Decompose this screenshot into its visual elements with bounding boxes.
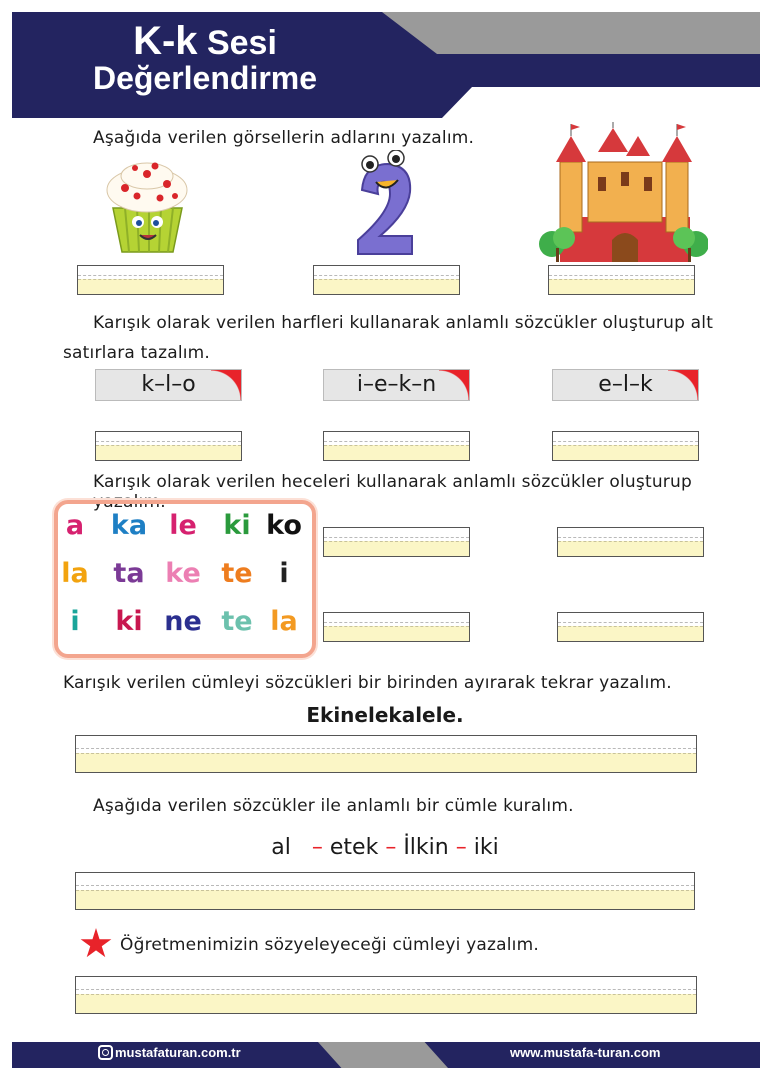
syllable: ki — [223, 510, 251, 541]
letter-box-text: k–l–o — [141, 372, 196, 397]
word-list — [0, 835, 770, 860]
separator: – — [455, 835, 467, 860]
syllable: le — [169, 510, 197, 541]
corner-decoration — [211, 370, 241, 400]
answer-line-syllable-3[interactable] — [323, 612, 470, 642]
answer-line-castle[interactable] — [548, 265, 695, 295]
number-two-icon — [350, 150, 420, 262]
syllable: la — [61, 558, 89, 589]
corner-decoration — [439, 370, 469, 400]
syllable: a — [65, 510, 85, 541]
answer-line-sentence[interactable] — [75, 735, 697, 773]
title-sesi: Sesi — [206, 24, 277, 62]
word-3: İlkin — [403, 835, 449, 860]
syllable: ko — [266, 510, 302, 541]
title-letters: K-k — [133, 19, 198, 63]
answer-line-dictation[interactable] — [75, 976, 697, 1014]
instruction-6: Öğretmenimizin sözyeleyeceği cümleyi yazalım. — [120, 935, 539, 955]
syllable: te — [221, 558, 253, 589]
syllable: ke — [165, 558, 201, 589]
answer-line-syllable-1[interactable] — [323, 527, 470, 557]
footer-instagram[interactable] — [98, 1045, 241, 1060]
syllable: te — [221, 606, 253, 637]
syllable: ne — [164, 606, 202, 637]
instruction-2-line1: Karışık olarak verilen harfleri kullanarak anlamlı sözcükler oluşturup alt — [93, 313, 714, 333]
separator: – — [385, 835, 397, 860]
syllable: ki — [115, 606, 143, 637]
syllable: la — [270, 606, 298, 637]
separator: – — [311, 835, 323, 860]
instagram-handle: mustafaturan.com.tr — [115, 1045, 241, 1060]
answer-line-letters-2[interactable] — [323, 431, 470, 461]
instruction-4: Karışık verilen cümleyi sözcükleri bir birinden ayırarak tekrar yazalım. — [63, 673, 672, 693]
answer-line-two[interactable] — [313, 265, 460, 295]
cupcake-icon — [105, 160, 190, 255]
letter-box-text: i–e–k–n — [356, 372, 437, 397]
answer-line-letters-1[interactable] — [95, 431, 242, 461]
instruction-3: Karışık olarak verilen heceleri kullanarak anlamlı sözcükler oluşturup yazalım. — [93, 472, 692, 512]
page-title — [70, 20, 340, 96]
answer-line-cupcake[interactable] — [77, 265, 224, 295]
title-line2: Değerlendirme — [92, 60, 318, 96]
syllable: i — [70, 606, 80, 637]
instruction-5: Aşağıda verilen sözcükler ile anlamlı bir cümle kuralım. — [93, 796, 574, 816]
letter-box-text: e–l–k — [598, 372, 653, 397]
mixed-sentence: Ekinelekalele. — [306, 703, 464, 727]
syllable: ka — [110, 510, 148, 541]
answer-line-letters-3[interactable] — [552, 431, 699, 461]
syllable: ta — [113, 558, 145, 589]
letter-box — [552, 369, 699, 401]
corner-decoration — [668, 370, 698, 400]
letter-box — [323, 369, 470, 401]
instagram-icon — [98, 1045, 113, 1060]
answer-line-build-sentence[interactable] — [75, 872, 695, 910]
instruction-1: Aşağıda verilen görsellerin adlarını yazalım. — [93, 128, 475, 148]
castle-icon — [538, 122, 708, 264]
letter-box — [95, 369, 242, 401]
instruction-2-line2: satırlara tazalım. — [63, 343, 211, 363]
answer-line-syllable-4[interactable] — [557, 612, 704, 642]
word-4: iki — [473, 835, 499, 860]
footer-website[interactable]: www.mustafa-turan.com — [510, 1045, 661, 1060]
syllable: i — [279, 558, 289, 589]
word-2: etek — [329, 835, 379, 860]
answer-line-syllable-2[interactable] — [557, 527, 704, 557]
star-icon — [80, 928, 112, 960]
word-1: al — [271, 835, 291, 860]
